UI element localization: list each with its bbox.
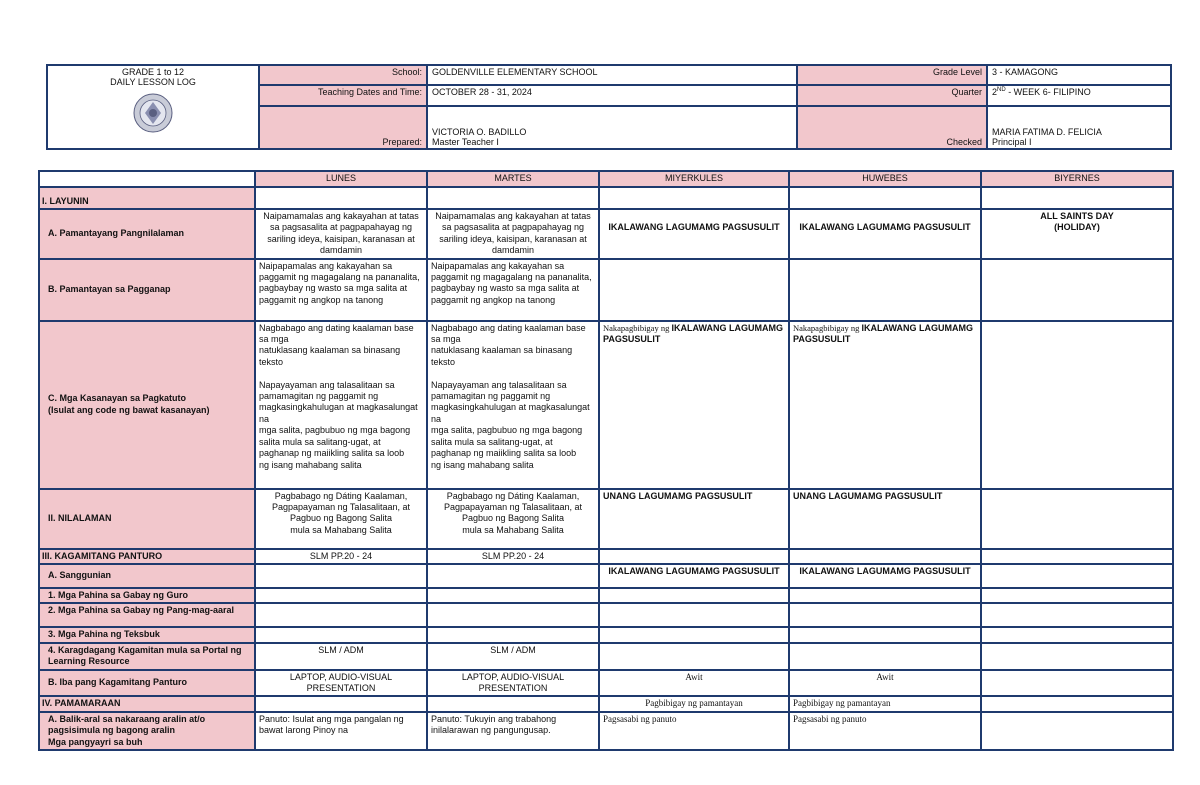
table-row	[39, 549, 1173, 564]
row-label-karagdagang-kagamitan: 4. Karagdagang Kagamitan mula sa Portal ng Learning Resource	[39, 643, 255, 670]
cell-a-huwebes: IKALAWANG LAGUMAMG PAGSUSULIT	[789, 209, 981, 259]
row-label-pamantayan-pagganap: B. Pamantayan sa Pagganap	[39, 259, 255, 321]
day-header-row	[39, 171, 1173, 187]
cell-bal-miyerkules: Pagsasabi ng panuto	[599, 712, 789, 750]
table-row	[39, 588, 1173, 603]
cell-kag-martes: SLM PP.20 - 24	[427, 549, 599, 564]
empty-cell	[981, 670, 1173, 697]
prepared-name: VICTORIA O. BADILLO	[432, 127, 527, 137]
row-label-pamantayang-pangnilalaman: A. Pamantayang Pangnilalaman	[39, 209, 255, 259]
empty-cell	[789, 259, 981, 321]
empty-cell	[599, 627, 789, 642]
cell-karag-martes: SLM / ADM	[427, 643, 599, 670]
table-row	[39, 670, 1173, 697]
empty-cell	[255, 564, 427, 588]
cell-a-lunes: Naipamamalas ang kakayahan at tatas sa pagsasalita at pagpapahayag ng sariling ideya, kaisipan, karanasan at damdamin	[255, 209, 427, 259]
cell-b-martes: Naipapamalas ang kakayahan sa paggamit ng magagalang na pananalita, pagbaybay ng wasto sa mga salita at paggamit ng angkop na tanong	[427, 259, 599, 321]
cell-a-martes: Naipamamalas ang kakayahan at tatas sa pagsasalita at pagpapahayag ng sariling ideya, kaisipan, karanasan at damdamin	[427, 209, 599, 259]
day-martes: MARTES	[427, 171, 599, 187]
empty-cell	[599, 603, 789, 627]
school-label: School:	[259, 65, 427, 85]
empty-cell	[599, 588, 789, 603]
empty-cell	[427, 603, 599, 627]
empty-cell	[981, 627, 1173, 642]
empty-cell	[255, 627, 427, 642]
empty-cell	[789, 627, 981, 642]
title-line2: DAILY LESSON LOG	[110, 77, 196, 87]
table-row	[39, 696, 1173, 711]
cell-iba-lunes: LAPTOP, AUDIO-VISUAL PRESENTATION	[255, 670, 427, 697]
c-thu-prefix: Nakapagbibigay ng	[793, 322, 862, 333]
cell-c-miyerkules	[599, 321, 789, 489]
c-wed-prefix: Nakapagbibigay ng	[603, 322, 672, 333]
empty-cell	[981, 489, 1173, 549]
cell-iba-martes: LAPTOP, AUDIO-VISUAL PRESENTATION	[427, 670, 599, 697]
empty-cell	[427, 627, 599, 642]
corner-cell	[39, 171, 255, 187]
empty-cell	[427, 588, 599, 603]
cell-pam-huwebes: Pagbibigay ng pamantayan	[789, 696, 981, 711]
table-row	[39, 627, 1173, 642]
empty-cell	[981, 643, 1173, 670]
cell-a-biyernes: ALL SAINTS DAY (HOLIDAY)	[981, 209, 1173, 259]
header-table	[46, 64, 1172, 150]
quarter-sup: ND	[997, 87, 1006, 94]
empty-cell	[789, 603, 981, 627]
table-row	[39, 643, 1173, 670]
c-thu-bold: IKALAWANG LAGUMAMG PAGSUSULIT	[793, 322, 973, 345]
row-label-gabay-mag-aaral: 2. Mga Pahina sa Gabay ng Pang-mag-aaral	[39, 603, 255, 627]
dates-label: Teaching Dates and Time:	[259, 85, 427, 105]
table-row	[39, 259, 1173, 321]
empty-cell	[599, 187, 789, 209]
empty-cell	[599, 643, 789, 670]
cell-nil-miyerkules: UNANG LAGUMAMG PAGSUSULIT	[599, 489, 789, 549]
quarter-value	[987, 85, 1171, 105]
day-miyerkules: MIYERKULES	[599, 171, 789, 187]
prepared-by	[427, 106, 797, 149]
title-line1: GRADE 1 to 12	[121, 67, 185, 77]
empty-cell	[981, 549, 1173, 564]
row-label-sanggunian: A. Sanggunian	[39, 564, 255, 588]
lesson-log-table	[38, 170, 1174, 751]
table-row	[39, 564, 1173, 588]
table-row	[39, 209, 1173, 259]
cell-nil-lunes: Pagbabago ng Dáting Kaalaman, Pagpapayaman ng Talasalitaan, at Pagbuo ng Bagong Salita mula sa Mahabang Salita	[255, 489, 427, 549]
empty-cell	[789, 588, 981, 603]
empty-cell	[427, 564, 599, 588]
cell-bal-martes: Panuto: Tukuyin ang trabahong inilalarawan ng pangungusap.	[427, 712, 599, 750]
cell-sang-miyerkules: IKALAWANG LAGUMAMG PAGSUSULIT	[599, 564, 789, 588]
cell-sang-huwebes: IKALAWANG LAGUMAMG PAGSUSULIT	[789, 564, 981, 588]
cell-nil-martes: Pagbabago ng Dáting Kaalaman, Pagpapayaman ng Talasalitaan, at Pagbuo ng Bagong Salita mula sa Mahabang Salita	[427, 489, 599, 549]
empty-cell	[255, 603, 427, 627]
cell-nil-huwebes: UNANG LAGUMAMG PAGSUSULIT	[789, 489, 981, 549]
table-row	[39, 187, 1173, 209]
cell-c-martes: Nagbabago ang dating kaalaman base sa mga natuklasang kaalaman sa binasang teksto Napayayaman ang talasalitaan sa pamamagitan ng paggamit ng magkasingkahulugan at magkasalungat na mga salita, pagbubuo ng mga bagong salita mula sa salitang-ugat, at paghanap ng maiikling salita sa loob ng isang mahabang salita	[427, 321, 599, 489]
empty-cell	[789, 643, 981, 670]
empty-cell	[255, 187, 427, 209]
empty-cell	[255, 696, 427, 711]
table-row	[39, 603, 1173, 627]
prepared-title: Master Teacher I	[432, 137, 499, 147]
day-huwebes: HUWEBES	[789, 171, 981, 187]
row-label-teksbuk: 3. Mga Pahina ng Teksbuk	[39, 627, 255, 642]
checked-by	[987, 106, 1171, 149]
empty-cell	[981, 712, 1173, 750]
cell-c-huwebes	[789, 321, 981, 489]
checked-title: Principal I	[992, 137, 1032, 147]
empty-cell	[599, 549, 789, 564]
row-label-kasanayan: C. Mga Kasanayan sa Pagkatuto (Isulat ang code ng bawat kasanayan)	[39, 321, 255, 489]
row-label-layunin: I. LAYUNIN	[39, 187, 255, 209]
row-label-pamamaraan: IV. PAMAMARAAN	[39, 696, 255, 711]
cell-bal-huwebes: Pagsasabi ng panuto	[789, 712, 981, 750]
day-lunes: LUNES	[255, 171, 427, 187]
empty-cell	[427, 696, 599, 711]
empty-cell	[981, 187, 1173, 209]
row-label-kagamitang-panturo: III. KAGAMITANG PANTURO	[39, 549, 255, 564]
cell-bal-lunes: Panuto: Isulat ang mga pangalan ng bawat larong Pinoy na	[255, 712, 427, 750]
cell-c-lunes: Nagbabago ang dating kaalaman base sa mga natuklasang kaalaman sa binasang teksto Napayayaman ang talasalitaan sa pamamagitan ng paggamit ng magkasingkahulugan at magkasalungat na mga salita, pagbubuo ng mga bagong salita mula sa salitang-ugat, at paghanap ng maiikling salita sa loob ng isang mahabang salita	[255, 321, 427, 489]
empty-cell	[789, 549, 981, 564]
school-value: GOLDENVILLE ELEMENTARY SCHOOL	[427, 65, 797, 85]
row-label-iba-pang-kagamitan: B. Iba pang Kagamitang Panturo	[39, 670, 255, 697]
dates-value: OCTOBER 28 - 31, 2024	[427, 85, 797, 105]
cell-pam-miyerkules: Pagbibigay ng pamantayan	[599, 696, 789, 711]
cell-iba-huwebes: Awit	[789, 670, 981, 697]
dll-title-cell	[47, 65, 259, 149]
prepared-label: Prepared:	[259, 106, 427, 149]
cell-iba-miyerkules: Awit	[599, 670, 789, 697]
table-row	[39, 321, 1173, 489]
empty-cell	[981, 259, 1173, 321]
checked-name: MARIA FATIMA D. FELICIA	[992, 127, 1102, 137]
cell-kag-lunes: SLM PP.20 - 24	[255, 549, 427, 564]
row-label-nilalaman: II. NILALAMAN	[39, 489, 255, 549]
day-biyernes: BIYERNES	[981, 171, 1173, 187]
empty-cell	[981, 603, 1173, 627]
deped-seal-icon	[133, 93, 173, 133]
cell-a-miyerkules: IKALAWANG LAGUMAMG PAGSUSULIT	[599, 209, 789, 259]
quarter-label: Quarter	[797, 85, 987, 105]
checked-label: Checked	[797, 106, 987, 149]
empty-cell	[981, 588, 1173, 603]
c-wed-bold: IKALAWANG LAGUMAMG PAGSUSULIT	[603, 322, 783, 345]
table-row	[39, 489, 1173, 549]
cell-b-lunes: Naipapamalas ang kakayahan sa paggamit ng magagalang na pananalita, pagbaybay ng wasto sa mga salita at paggamit ng angkop na tanong	[255, 259, 427, 321]
row-label-balik-aral: A. Balik-aral sa nakaraang aralin at/o pagsisimula ng bagong aralin Mga pangyayri sa buh	[39, 712, 255, 750]
empty-cell	[255, 588, 427, 603]
quarter-rest: - WEEK 6- FILIPINO	[1005, 87, 1091, 98]
empty-cell	[599, 259, 789, 321]
grade-value: 3 - KAMAGONG	[987, 65, 1171, 85]
empty-cell	[427, 187, 599, 209]
table-row	[39, 712, 1173, 750]
cell-karag-lunes: SLM / ADM	[255, 643, 427, 670]
row-label-gabay-guro: 1. Mga Pahina sa Gabay ng Guro	[39, 588, 255, 603]
empty-cell	[981, 696, 1173, 711]
empty-cell	[981, 564, 1173, 588]
empty-cell	[789, 187, 981, 209]
grade-label: Grade Level	[797, 65, 987, 85]
empty-cell	[981, 321, 1173, 489]
quarter-num: 2	[992, 87, 998, 98]
